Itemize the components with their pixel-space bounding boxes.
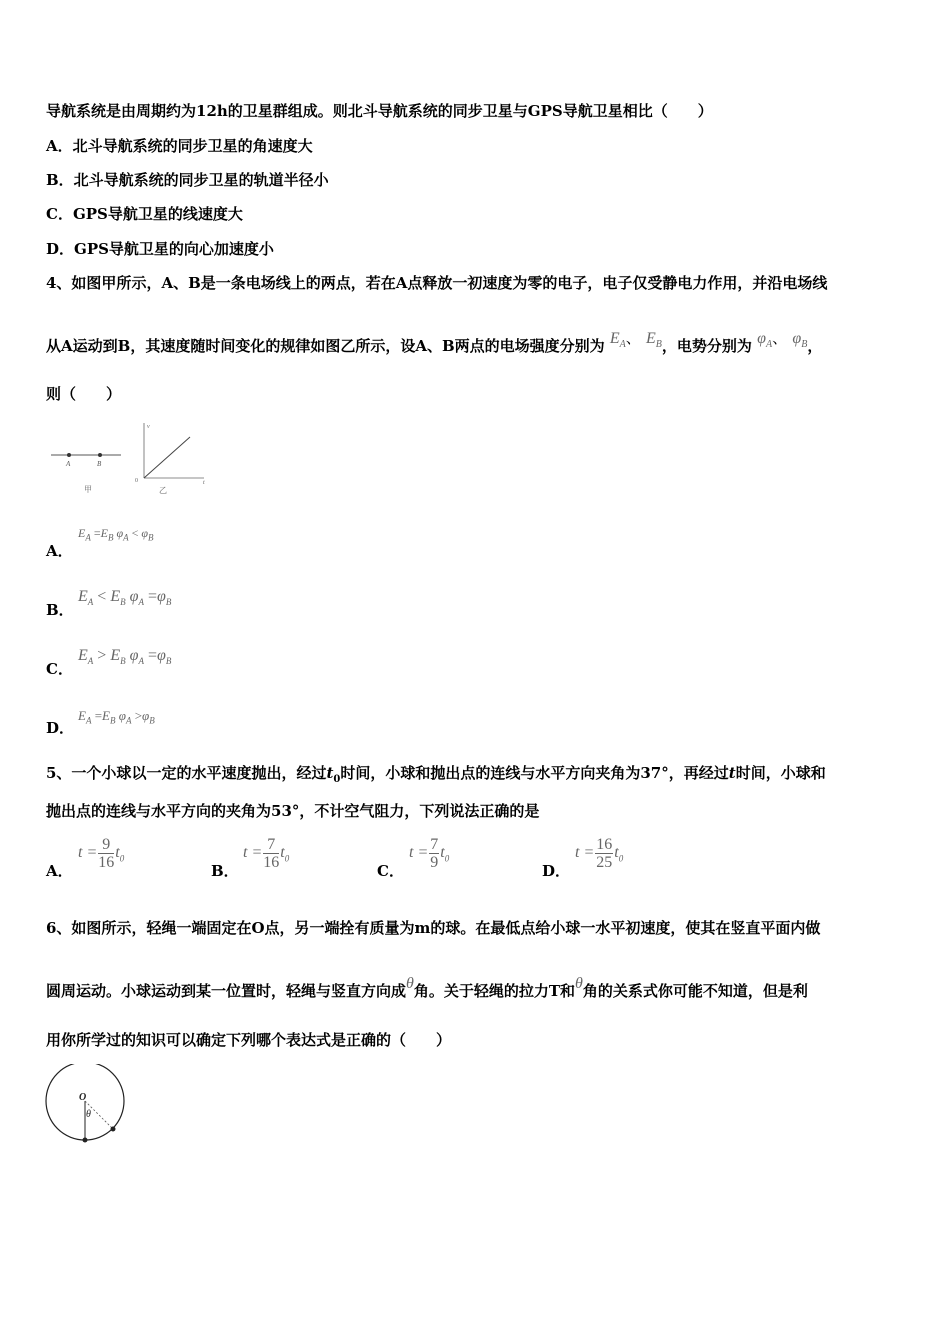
q5-option-c-expr: t = $\frac{7}{9}$ $t_0$ [409, 836, 450, 871]
q4-line3: 则（ ） [46, 385, 122, 403]
point-o-label: O [79, 1092, 87, 1103]
q6-theta-1: θ [406, 975, 414, 992]
q4-figure [46, 420, 226, 500]
q5-option-b-expr: t = $\frac{7}{16}$ $t_0$ [243, 836, 290, 871]
point-b-label: B [97, 460, 102, 468]
q4-symbol-phib: $\varphi_B$ [792, 330, 808, 351]
q5-option-a-label: A． [46, 862, 73, 880]
q4-line2-text-a: 从A运动到B，其速度随时间变化的规律如图乙所示，设A、B两点的电场强度分别为 [46, 337, 605, 355]
q5-line2: 抛出点的连线与水平方向的夹角为53°，不计空气阻力，下列说法正确的是 [46, 802, 540, 820]
vt-line [144, 437, 190, 478]
q4-option-a-expr: $E_A =E_B$ $\varphi_A < \varphi_B$ [78, 526, 154, 543]
q4-option-c-label: C． [46, 660, 73, 678]
ball-bottom [83, 1138, 88, 1143]
q6-line3: 用你所学过的知识可以确定下列哪个表达式是正确的（ ） [46, 1031, 452, 1049]
q3-option-c: C．GPS导航卫星的线速度大 [46, 205, 243, 223]
q4-symbol-eb: $E_B$ [646, 330, 662, 351]
q4-line2-text-c: ， [807, 337, 823, 355]
label-yi: 乙 [159, 486, 167, 495]
q4-option-d-label: D． [46, 719, 75, 737]
q3-option-b: B．北斗导航系统的同步卫星的轨道半径小 [46, 171, 329, 189]
q6-theta-2: θ [575, 975, 583, 992]
q4-symbol-ea: $E_A$ [609, 330, 626, 351]
q4-line1: 4、如图甲所示，A、B是一条电场线上的两点，若在A点释放一初速度为零的电子，电子仅受静电力作用，并沿电场线 [46, 274, 828, 292]
q4-line2-text-b: ，电势分别为 [661, 337, 752, 355]
q4-option-b-expr: $E_A < E_B$ $\varphi_A =\varphi_B$ [78, 588, 172, 608]
q4-line2: 从A运动到B，其速度随时间变化的规律如图乙所示，设A、B两点的电场强度分别为 $E_A$、 $E_B$，电势分别为 $\varphi_A$、 $\varphi_B$， [46, 329, 823, 355]
axis-v-label: v [147, 424, 150, 430]
point-b-dot [98, 453, 102, 457]
q4-symbol-phia: $\varphi_A$ [757, 330, 773, 351]
q4-option-b-label: B． [46, 601, 74, 619]
label-jia: 甲 [84, 485, 92, 494]
q5-option-d-expr: t = $\frac{16}{25}$ $t_0$ [575, 836, 624, 871]
q5-option-c-label: C． [377, 862, 404, 880]
q3-option-d: D．GPS导航卫星的向心加速度小 [46, 240, 274, 258]
q5-line1: 5、一个小球以一定的水平速度抛出，经过$t_0$时间，小球和抛出点的连线与水平方向夹角为37°，再经过t时间，小球和 [46, 764, 826, 785]
ball-position [111, 1127, 116, 1132]
angle-theta-label: θ [86, 1109, 91, 1120]
q6-line2: 圆周运动。小球运动到某一位置时，轻绳与竖直方向成θ角。关于轻绳的拉力T和θ角的关系式你可能不知道，但是利 [46, 975, 808, 1000]
point-a-dot [67, 453, 71, 457]
origin-label: 0 [135, 478, 138, 484]
q4-option-c-expr: $E_A > E_B$ $\varphi_A =\varphi_B$ [78, 647, 172, 667]
q4-option-a-label: A． [46, 542, 73, 560]
q3-stem: 导航系统是由周期约为12h的卫星群组成。则北斗导航系统的同步卫星与GPS导航卫星相比（ ） [46, 102, 713, 120]
q6-figure [42, 1064, 132, 1148]
point-a-label: A [66, 460, 71, 468]
q4-option-d-expr: $E_A =E_B$ $\varphi_A >\varphi_B$ [78, 708, 155, 726]
q3-option-a: A．北斗导航系统的同步卫星的角速度大 [46, 137, 313, 155]
q6-line1: 6、如图所示，轻绳一端固定在O点，另一端拴有质量为m的球。在最低点给小球一水平初速度，使其在竖直平面内做 [46, 919, 821, 937]
q5-option-a-expr: t = $\frac{9}{16}$ $t_0$ [78, 836, 125, 871]
axis-t-label: t [203, 480, 205, 486]
q5-option-d-label: D． [542, 862, 571, 880]
q5-option-b-label: B． [211, 862, 239, 880]
